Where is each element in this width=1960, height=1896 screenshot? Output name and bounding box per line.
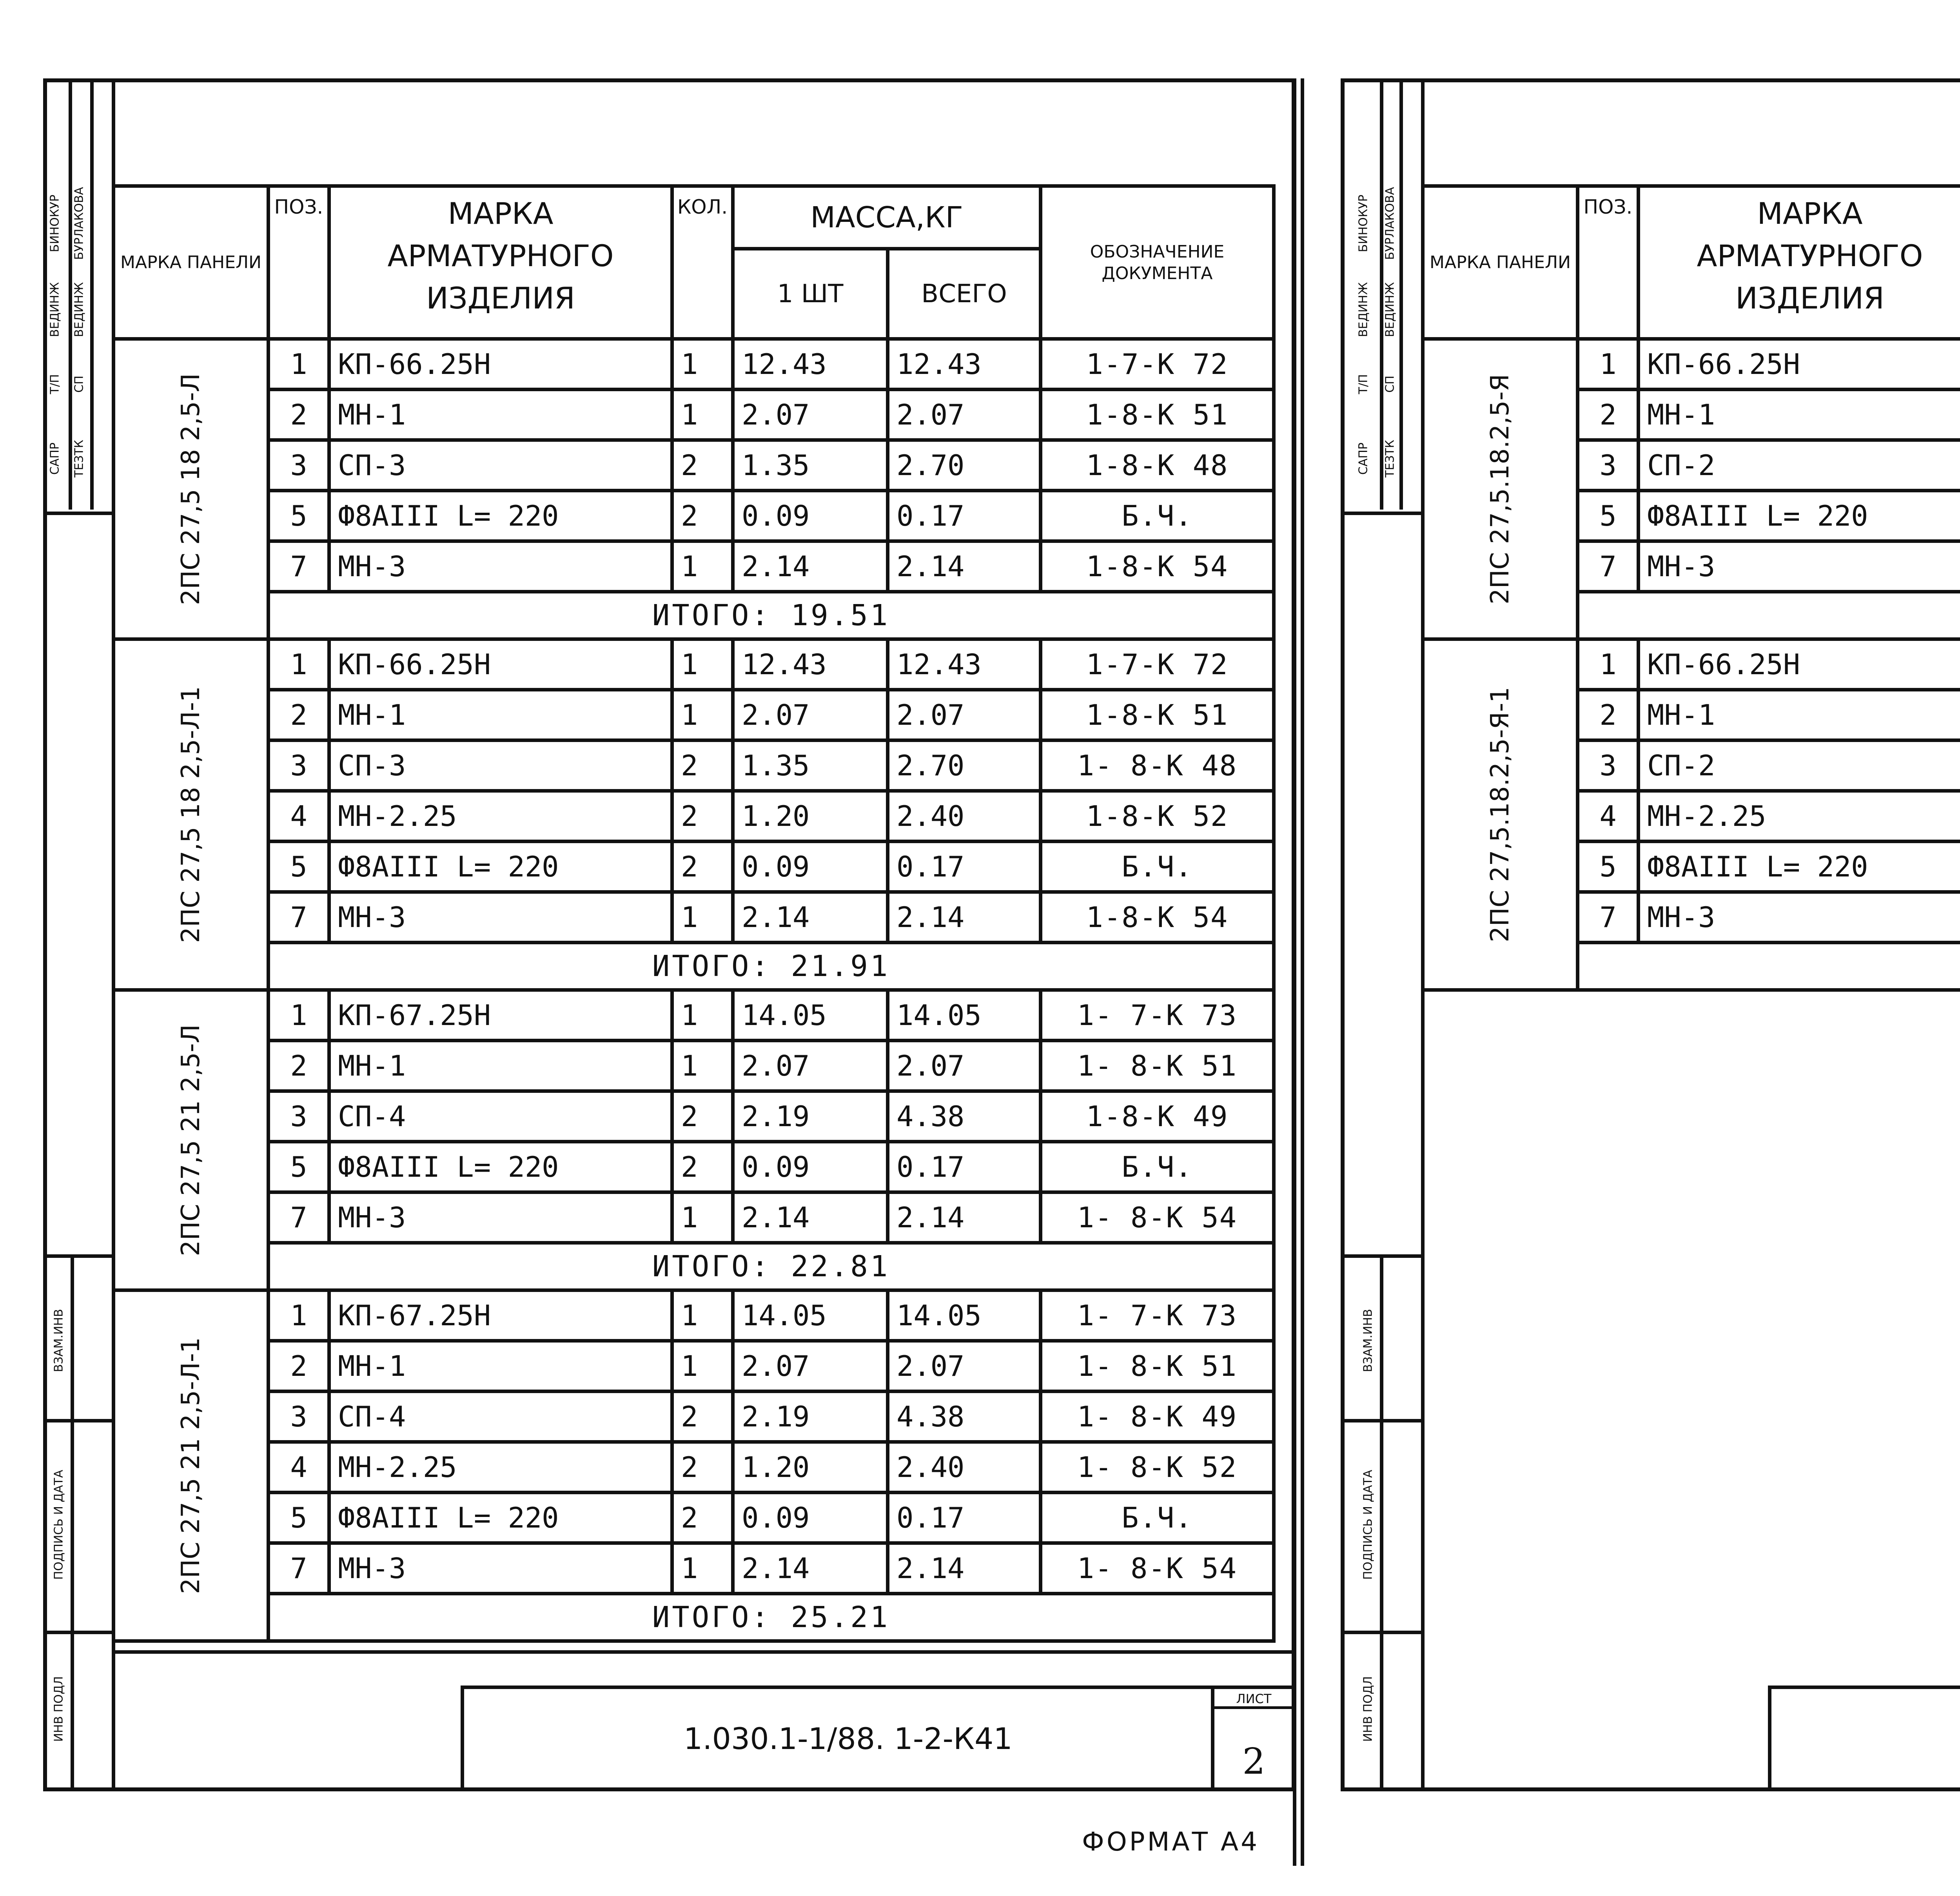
cell-mass-all: 2.14 (888, 892, 1041, 943)
cell-item-mark: СП-3 (329, 740, 672, 791)
strip-approval-label: ПОДПИСЬ И ДАТА (52, 1470, 66, 1580)
panel-mark-cell (114, 339, 269, 639)
strip-name-label: БИНОКУР (48, 194, 62, 252)
left-sheet-label: ЛИСТ (1214, 1691, 1293, 1709)
table-row (114, 1290, 1274, 1341)
cell-item-mark: КП-66.25Н (1639, 639, 1960, 690)
cell-pos: 1 (269, 639, 329, 690)
cell-qty: 1 (672, 1041, 733, 1091)
cell-qty: 1 (672, 541, 733, 592)
panel-mark: 2ПС 27,5 18 2,5-Л (176, 373, 205, 605)
cell-pos: 7 (269, 1192, 329, 1243)
cell-qty: 1 (672, 339, 733, 390)
strip-dept-label: ТЕЗТК (1383, 439, 1397, 478)
strip-approval-label: ИНВ ПОДЛ (1361, 1676, 1375, 1742)
strip-role-label: ВЕДИНЖ (1356, 282, 1370, 337)
cell-item-mark: Ф8АIII L= 220 (329, 491, 672, 541)
cell-item-mark: МН-2.25 (329, 1442, 672, 1493)
cell-item-mark: КП-66.25Н (329, 639, 672, 690)
cell-pos: 3 (1578, 440, 1639, 491)
total-row (114, 943, 1274, 990)
panel-mark-cell (1423, 639, 1578, 990)
col-header-item-mark (329, 186, 672, 339)
cell-mass-one: 12.43 (733, 339, 888, 390)
cell-pos: 2 (269, 1341, 329, 1392)
col-header-mass-all: ВСЕГО (888, 249, 1041, 339)
table-row (114, 1041, 1274, 1091)
total-row (114, 592, 1274, 639)
item-mark-line: МАРКА (1757, 196, 1863, 231)
cell-pos: 3 (1578, 740, 1639, 791)
cell-qty: 2 (672, 491, 733, 541)
cell-doc: 1-8-К 54 (1041, 541, 1274, 592)
cell-qty: 1 (672, 892, 733, 943)
cell-doc: 1-8-К 51 (1041, 390, 1274, 440)
panel-mark-cell (114, 1290, 269, 1641)
cell-item-mark: МН-3 (329, 1543, 672, 1594)
cell-doc: 1-8-К 52 (1041, 791, 1274, 842)
cell-item-mark: МН-2.25 (1639, 791, 1960, 842)
cell-item-mark: СП-4 (329, 1091, 672, 1142)
strip-line (90, 78, 94, 510)
cell-mass-all: 2.40 (888, 791, 1041, 842)
cell-qty: 1 (672, 1290, 733, 1341)
cell-mass-all: 4.38 (888, 1091, 1041, 1142)
cell-pos: 7 (269, 892, 329, 943)
strip-line (69, 78, 72, 510)
cell-item-mark: КП-66.25Н (329, 339, 672, 390)
table-row (114, 1091, 1274, 1142)
panel-mark: 2ПС 27,5 18 2,5-Л-1 (176, 686, 205, 943)
table-row (114, 842, 1274, 892)
strip-line (43, 1254, 114, 1258)
cell-qty: 2 (672, 440, 733, 491)
cell-qty: 2 (672, 1091, 733, 1142)
cell-item-mark: МН-3 (329, 1192, 672, 1243)
strip-line (1380, 1254, 1383, 1791)
cell-pos: 2 (1578, 690, 1639, 740)
cell-mass-all: 12.43 (888, 639, 1041, 690)
table-row (114, 892, 1274, 943)
cell-mass-one: 1.20 (733, 791, 888, 842)
cell-mass-all: 0.17 (888, 1142, 1041, 1192)
right-spec-table (1421, 184, 1960, 992)
cell-pos: 2 (1578, 390, 1639, 440)
left-spec-table (112, 184, 1276, 1643)
cell-pos: 3 (269, 1392, 329, 1442)
col-header-panel: МАРКА ПАНЕЛИ (1423, 186, 1578, 339)
cell-mass-one: 2.07 (733, 1041, 888, 1091)
cell-pos: 5 (269, 491, 329, 541)
strip-line (43, 512, 114, 515)
cell-item-mark: КП-67.25Н (329, 1290, 672, 1341)
cell-mass-all: 2.07 (888, 1341, 1041, 1392)
cell-pos: 1 (269, 1290, 329, 1341)
cell-mass-all: 14.05 (888, 1290, 1041, 1341)
cell-qty: 1 (672, 1543, 733, 1594)
cell-pos: 1 (269, 339, 329, 390)
cell-mass-one: 2.19 (733, 1392, 888, 1442)
cell-item-mark: КП-67.25Н (329, 990, 672, 1041)
cell-mass-all: 0.17 (888, 491, 1041, 541)
strip-line (71, 1254, 74, 1791)
cell-mass-one: 2.07 (733, 1341, 888, 1392)
cell-qty: 2 (672, 1392, 733, 1442)
cell-pos: 5 (269, 1142, 329, 1192)
cell-item-mark: СП-3 (329, 440, 672, 491)
cell-pos: 7 (269, 541, 329, 592)
cell-item-mark: МН-1 (329, 1341, 672, 1392)
cell-mass-all: 2.07 (888, 390, 1041, 440)
table-row (114, 440, 1274, 491)
cell-item-mark: МН-3 (1639, 541, 1960, 592)
item-mark-line: АРМАТУРНОГО (387, 238, 614, 273)
strip-dept-label: СП (72, 376, 86, 393)
cell-mass-one: 2.07 (733, 690, 888, 740)
left-stamp-line (112, 1650, 1296, 1654)
cell-doc: Б.Ч. (1041, 842, 1274, 892)
strip-dept-label: Т/П (1356, 374, 1370, 394)
strip-dept-label: Т/П (48, 374, 62, 394)
cell-pos: 4 (1578, 791, 1639, 842)
table-row (114, 491, 1274, 541)
cell-mass-all: 0.17 (888, 1493, 1041, 1543)
left-format-label: ФОРМАТ А4 (1082, 1827, 1260, 1857)
cell-mass-one: 1.35 (733, 440, 888, 491)
cell-mass-all: 2.14 (888, 1543, 1041, 1594)
cell-mass-all: 2.07 (888, 690, 1041, 740)
right-table-body (1423, 339, 1960, 990)
cell-mass-all: 0.17 (888, 842, 1041, 892)
cell-qty: 1 (672, 990, 733, 1041)
cell-doc: 1-7-К 72 (1041, 339, 1274, 390)
cell-mass-all: 2.40 (888, 1442, 1041, 1493)
panel-mark: 2ПС 27,5.18.2,5-Я-1 (1486, 687, 1515, 942)
cell-doc: Б.Ч. (1041, 1493, 1274, 1543)
group-total: ИТОГО: 22.81 (269, 1243, 1274, 1290)
cell-doc: 1- 7-К 73 (1041, 990, 1274, 1041)
cell-qty: 1 (672, 639, 733, 690)
table-row (114, 1142, 1274, 1192)
cell-pos: 5 (1578, 491, 1639, 541)
strip-line (1341, 512, 1423, 515)
cell-pos: 5 (269, 1493, 329, 1543)
group-total: ИТОГО: 19.51 (269, 592, 1274, 639)
cell-item-mark: МН-3 (329, 541, 672, 592)
cell-doc: 1-8-К 49 (1041, 1091, 1274, 1142)
cell-pos: 5 (269, 842, 329, 892)
cell-doc: 1- 8-К 51 (1041, 1041, 1274, 1091)
table-row (114, 690, 1274, 740)
cell-mass-all: 2.70 (888, 740, 1041, 791)
cell-pos: 2 (269, 690, 329, 740)
table-row (114, 1493, 1274, 1543)
cell-item-mark: Ф8АIII L= 220 (329, 842, 672, 892)
cell-mass-all: 4.38 (888, 1392, 1041, 1442)
strip-approval-label: ВЗАМ.ИНВ (52, 1309, 66, 1372)
cell-pos: 3 (269, 740, 329, 791)
left-sheet-edge (1293, 78, 1296, 1866)
cell-qty: 2 (672, 791, 733, 842)
col-header-mass: МАССА,КГ (733, 186, 1041, 249)
strip-dept-label: САПР (1356, 442, 1370, 475)
right-sheet-edge (1301, 78, 1304, 1866)
cell-mass-one: 1.35 (733, 740, 888, 791)
cell-doc: 1- 8-К 51 (1041, 1341, 1274, 1392)
table-row (1423, 339, 1960, 390)
cell-item-mark: МН-3 (1639, 892, 1960, 943)
table-row (114, 1442, 1274, 1493)
group-total: ИТОГО: 25.21 (269, 1594, 1274, 1641)
strip-line (1341, 1631, 1423, 1634)
cell-pos: 3 (269, 440, 329, 491)
cell-qty: 2 (672, 842, 733, 892)
panel-mark-cell (1423, 339, 1578, 639)
cell-doc: 1- 8-К 48 (1041, 740, 1274, 791)
table-row (114, 1192, 1274, 1243)
cell-mass-one: 12.43 (733, 639, 888, 690)
cell-mass-all: 2.14 (888, 541, 1041, 592)
cell-mass-all: 14.05 (888, 990, 1041, 1041)
strip-name-label: БИНОКУР (1356, 194, 1370, 252)
strip-approval-label: ВЗАМ.ИНВ (1361, 1309, 1375, 1372)
cell-item-mark: МН-1 (1639, 690, 1960, 740)
item-mark-line: МАРКА (448, 196, 554, 231)
strip-name-label: БУРЛАКОВА (72, 187, 86, 260)
table-row (114, 639, 1274, 690)
cell-mass-one: 14.05 (733, 990, 888, 1041)
strip-name-label: БУРЛАКОВА (1383, 187, 1397, 260)
col-header-qty: КОЛ. (672, 186, 733, 339)
left-title-block (461, 1686, 1296, 1791)
cell-qty: 2 (672, 1442, 733, 1493)
total-row (114, 1243, 1274, 1290)
item-mark-line: АРМАТУРНОГО (1697, 238, 1923, 273)
cell-mass-one: 1.20 (733, 1442, 888, 1493)
cell-pos: 3 (269, 1091, 329, 1142)
strip-line (1341, 1419, 1423, 1422)
group-total (1578, 592, 1960, 639)
strip-approval-label: ИНВ ПОДЛ (52, 1676, 66, 1742)
strip-line (1399, 78, 1403, 510)
strip-line (43, 1419, 114, 1422)
cell-mass-one: 2.07 (733, 390, 888, 440)
cell-item-mark: МН-1 (329, 1041, 672, 1091)
cell-pos: 7 (1578, 541, 1639, 592)
col-header-panel: МАРКА ПАНЕЛИ (114, 186, 269, 339)
table-row (1423, 639, 1960, 690)
cell-qty: 1 (672, 690, 733, 740)
group-total: ИТОГО: 21.91 (269, 943, 1274, 990)
panel-mark: 2ПС 27,5 21 2,5-Л-1 (176, 1337, 205, 1594)
cell-qty: 2 (672, 1142, 733, 1192)
table-row (114, 740, 1274, 791)
strip-approval-label: ПОДПИСЬ И ДАТА (1361, 1470, 1375, 1580)
cell-doc: 1- 8-К 52 (1041, 1442, 1274, 1493)
left-sheet-number-box (1211, 1689, 1293, 1788)
cell-mass-one: 0.09 (733, 1142, 888, 1192)
cell-item-mark: СП-2 (1639, 440, 1960, 491)
cell-mass-all: 2.70 (888, 440, 1041, 491)
doc-line: ОБОЗНАЧЕНИЕ (1090, 241, 1225, 262)
cell-mass-one: 2.19 (733, 1091, 888, 1142)
cell-item-mark: МН-1 (1639, 390, 1960, 440)
cell-mass-all: 2.07 (888, 1041, 1041, 1091)
cell-mass-one: 0.09 (733, 1493, 888, 1543)
cell-item-mark: СП-2 (1639, 740, 1960, 791)
table-row (114, 990, 1274, 1041)
cell-qty: 1 (672, 1341, 733, 1392)
cell-doc: Б.Ч. (1041, 491, 1274, 541)
doc-line: ДОКУМЕНТА (1102, 263, 1213, 283)
table-row (114, 1341, 1274, 1392)
cell-item-mark: КП-66.25Н (1639, 339, 1960, 390)
item-mark-line: ИЗДЕЛИЯ (426, 280, 575, 316)
cell-doc: 1- 8-К 54 (1041, 1192, 1274, 1243)
cell-item-mark: Ф8АIII L= 220 (1639, 842, 1960, 892)
left-sheet-number: 2 (1242, 1740, 1265, 1782)
cell-item-mark: Ф8АIII L= 220 (1639, 491, 1960, 541)
item-mark-line: ИЗДЕЛИЯ (1735, 280, 1884, 316)
table-row (114, 390, 1274, 440)
cell-pos: 2 (269, 1041, 329, 1091)
cell-mass-one: 2.14 (733, 1192, 888, 1243)
table-row (114, 1392, 1274, 1442)
cell-item-mark: Ф8АIII L= 220 (329, 1142, 672, 1192)
cell-mass-one: 2.14 (733, 541, 888, 592)
cell-mass-one: 2.14 (733, 1543, 888, 1594)
cell-pos: 4 (269, 791, 329, 842)
cell-item-mark: МН-3 (329, 892, 672, 943)
cell-pos: 4 (269, 1442, 329, 1493)
cell-qty: 2 (672, 1493, 733, 1543)
col-header-mass-one: 1 ШТ (733, 249, 888, 339)
cell-doc: Б.Ч. (1041, 1142, 1274, 1192)
cell-doc: 1-7-К 72 (1041, 639, 1274, 690)
panel-mark: 2ПС 27,5 21 2,5-Л (176, 1024, 205, 1256)
cell-pos: 5 (1578, 842, 1639, 892)
panel-mark-cell (114, 990, 269, 1290)
cell-item-mark: МН-1 (329, 690, 672, 740)
cell-pos: 1 (269, 990, 329, 1041)
strip-dept-label: САПР (48, 442, 62, 475)
cell-mass-all: 2.14 (888, 1192, 1041, 1243)
left-stamp-code: 1.030.1-1/88. 1-2-К41 (684, 1721, 1013, 1756)
cell-mass-one: 0.09 (733, 491, 888, 541)
left-table-body (114, 339, 1274, 1641)
cell-mass-one: 0.09 (733, 842, 888, 892)
table-row (114, 1543, 1274, 1594)
cell-pos: 7 (269, 1543, 329, 1594)
cell-pos: 2 (269, 390, 329, 440)
col-header-item-mark (1639, 186, 1960, 339)
cell-doc: 1- 8-К 49 (1041, 1392, 1274, 1442)
strip-role-label: ВЕДИНЖ (1383, 282, 1397, 337)
table-row (114, 541, 1274, 592)
cell-item-mark: Ф8АIII L= 220 (329, 1493, 672, 1543)
strip-dept-label: ТЕЗТК (72, 439, 86, 478)
panel-mark: 2ПС 27,5.18.2,5-Я (1486, 374, 1515, 604)
col-header-doc (1041, 186, 1274, 339)
cell-doc: 1- 8-К 54 (1041, 1543, 1274, 1594)
cell-pos: 1 (1578, 639, 1639, 690)
strip-role-label: ВЕДИНЖ (48, 282, 62, 337)
cell-qty: 2 (672, 740, 733, 791)
cell-doc: 1-8-К 51 (1041, 690, 1274, 740)
col-header-pos: ПОЗ. (269, 186, 329, 339)
table-row (114, 339, 1274, 390)
cell-doc: 1- 7-К 73 (1041, 1290, 1274, 1341)
strip-role-label: ВЕДИНЖ (72, 282, 86, 337)
right-title-block (1768, 1686, 1960, 1791)
strip-line (43, 1631, 114, 1634)
cell-item-mark: СП-4 (329, 1392, 672, 1442)
cell-doc: 1-8-К 48 (1041, 440, 1274, 491)
cell-item-mark: МН-1 (329, 390, 672, 440)
strip-dept-label: СП (1383, 376, 1397, 393)
cell-qty: 1 (672, 390, 733, 440)
col-header-pos: ПОЗ. (1578, 186, 1639, 339)
panel-mark-cell (114, 639, 269, 990)
cell-mass-one: 2.14 (733, 892, 888, 943)
cell-item-mark: МН-2.25 (329, 791, 672, 842)
cell-pos: 1 (1578, 339, 1639, 390)
cell-mass-one: 14.05 (733, 1290, 888, 1341)
table-row (114, 791, 1274, 842)
group-total (1578, 943, 1960, 990)
cell-pos: 7 (1578, 892, 1639, 943)
total-row (114, 1594, 1274, 1641)
cell-qty: 1 (672, 1192, 733, 1243)
cell-mass-all: 12.43 (888, 339, 1041, 390)
cell-doc: 1-8-К 54 (1041, 892, 1274, 943)
